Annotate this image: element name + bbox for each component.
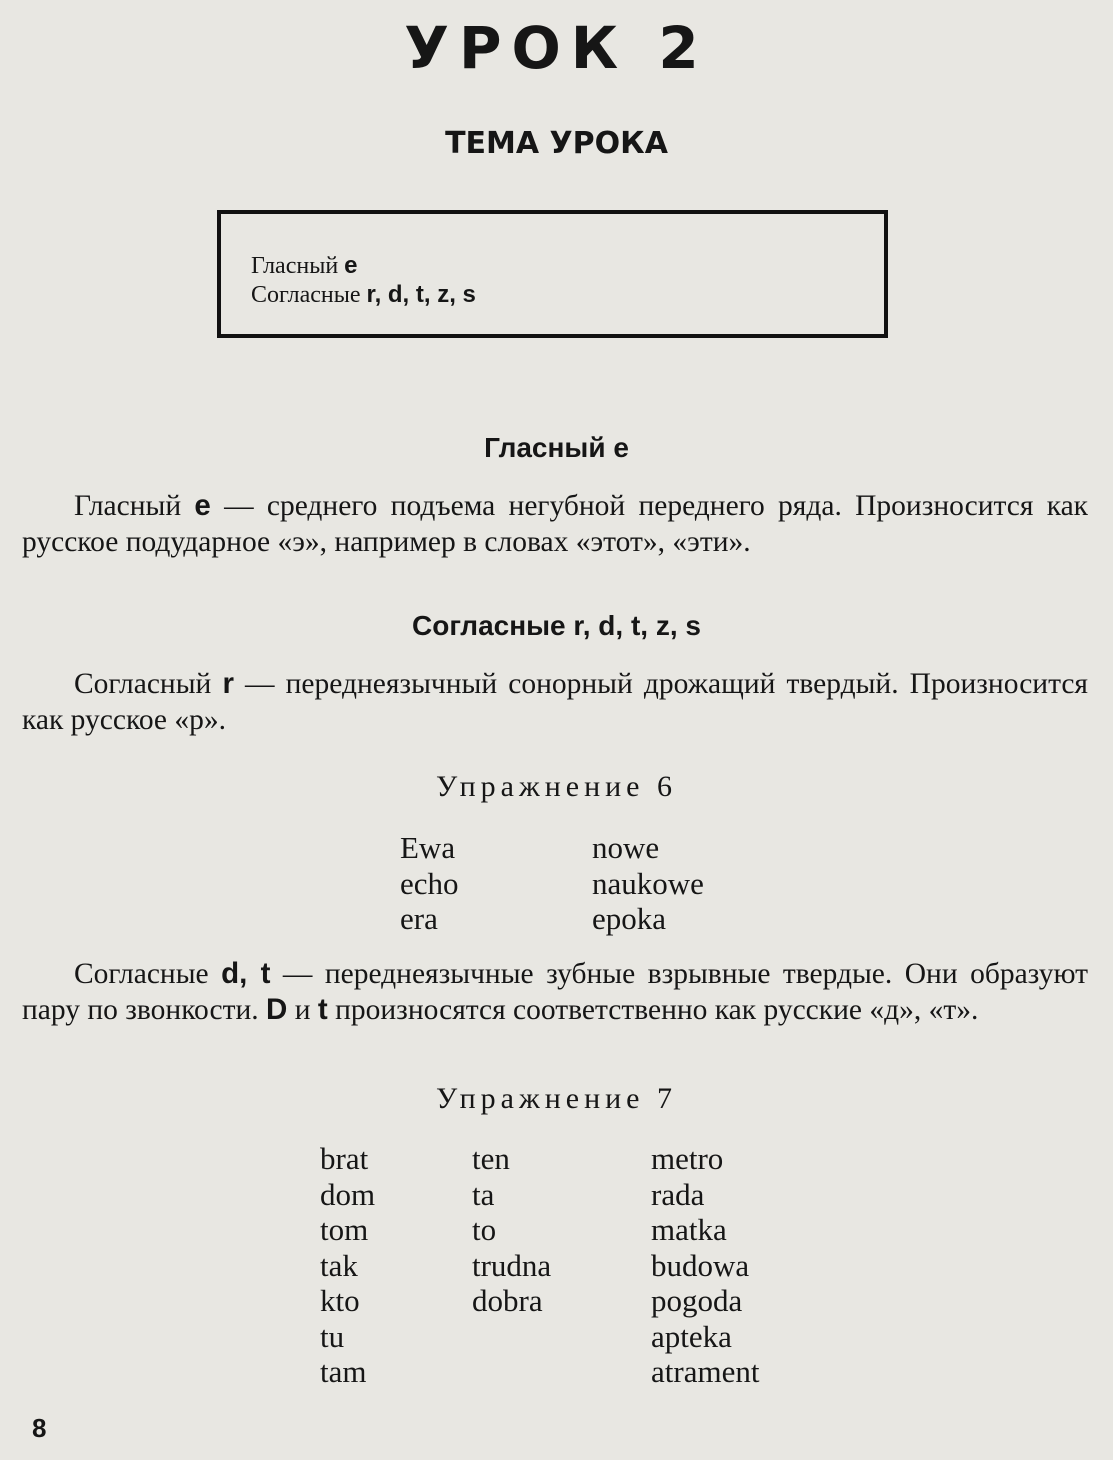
word: tak xyxy=(320,1247,358,1283)
word: epoka xyxy=(592,901,667,936)
word: brat xyxy=(320,1141,369,1176)
lesson-title: УРОК 2 xyxy=(404,14,709,82)
topic-line-vowel xyxy=(251,252,358,280)
exercise-7-column-3 xyxy=(651,1141,759,1390)
word: ten xyxy=(472,1141,510,1176)
r-paragraph-lead: Согласный xyxy=(74,668,223,700)
word: budowa xyxy=(651,1247,750,1283)
vowel-paragraph-rest: — среднего подъема негубной переднего ряда. Произносится как русское подударное «э», например в словах «этот», «эти». xyxy=(22,490,1089,558)
word: dobra xyxy=(472,1283,543,1318)
exercise-7-title: Упражнение 7 xyxy=(436,1082,677,1115)
word: dom xyxy=(320,1176,376,1212)
word: trudna xyxy=(472,1247,552,1283)
word: naukowe xyxy=(592,865,704,901)
word: pogoda xyxy=(651,1283,743,1318)
dt-paragraph-lead: Согласные xyxy=(74,958,222,990)
topic-line-vowel-letter: e xyxy=(344,252,358,279)
dt-paragraph-letters: d, t xyxy=(221,957,271,990)
word: apteka xyxy=(651,1318,732,1354)
topic-line-consonants-letters: r, d, t, z, s xyxy=(366,281,476,308)
word: metro xyxy=(651,1141,724,1176)
page-number: 8 xyxy=(32,1413,47,1443)
dt-paragraph-and: и xyxy=(287,994,318,1026)
vowel-paragraph xyxy=(22,488,1088,560)
word: rada xyxy=(651,1176,705,1212)
r-paragraph xyxy=(22,666,1088,738)
topic-box xyxy=(217,210,888,338)
topic-line-consonants-text: Согласные xyxy=(251,282,367,308)
vowel-paragraph-lead: Гласный xyxy=(74,490,195,522)
r-paragraph-rest: — переднеязычный сонорный дрожащий твердый. Произносится как русское «р». xyxy=(22,668,1088,736)
dt-paragraph xyxy=(22,956,1088,1028)
exercise-6-column-1 xyxy=(400,830,459,937)
dt-paragraph-t: t xyxy=(317,993,328,1026)
word: matka xyxy=(651,1212,727,1247)
exercise-6-column-2 xyxy=(592,830,704,937)
consonants-section-heading: Согласные r, d, t, z, s xyxy=(412,610,701,641)
dt-paragraph-rest: произносятся соответственно как русские «д», «т». xyxy=(327,994,979,1026)
word: era xyxy=(400,901,438,936)
exercise-6-title: Упражнение 6 xyxy=(436,770,677,803)
word: to xyxy=(472,1212,497,1247)
word: atrament xyxy=(651,1354,760,1389)
word: echo xyxy=(400,865,459,901)
word: tu xyxy=(320,1318,345,1354)
dt-paragraph-D: D xyxy=(266,993,288,1026)
exercise-7-column-1 xyxy=(320,1141,375,1390)
r-paragraph-letter: r xyxy=(222,667,234,700)
word: nowe xyxy=(592,830,660,865)
topic-line-vowel-text: Гласный xyxy=(251,253,345,279)
word: ta xyxy=(472,1176,495,1212)
word: tam xyxy=(320,1354,367,1389)
vowel-paragraph-letter: e xyxy=(194,489,211,522)
word: Ewa xyxy=(400,830,456,865)
word: tom xyxy=(320,1212,369,1247)
topic-heading: ТЕМА УРОКА xyxy=(445,126,668,161)
word: kto xyxy=(320,1283,360,1318)
dt-paragraph-mid: — переднеязычные зубные взрывные твердые. Они образуют пару по звонкости. xyxy=(22,958,1088,1026)
vowel-section-heading: Гласный e xyxy=(484,432,629,463)
exercise-7-column-2 xyxy=(472,1141,551,1319)
topic-line-consonants xyxy=(251,281,476,309)
